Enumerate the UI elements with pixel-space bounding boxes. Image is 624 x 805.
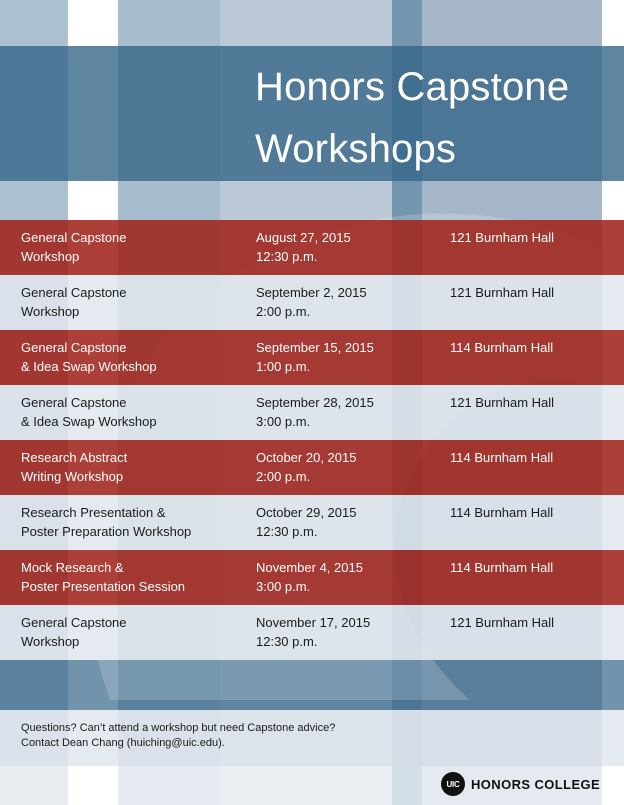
workshop-location <box>450 394 620 413</box>
workshop-datetime <box>256 229 436 266</box>
title-line: Honors Capstone <box>255 65 570 109</box>
workshop-time: 3:00 p.m. <box>256 578 311 594</box>
workshop-name <box>21 339 246 376</box>
workshop-name <box>21 394 246 431</box>
workshop-schedule <box>0 220 624 660</box>
workshop-location <box>450 614 620 633</box>
workshop-time: 2:00 p.m. <box>256 468 311 484</box>
table-row <box>0 495 624 550</box>
workshop-time: 12:30 p.m. <box>256 523 318 539</box>
page-title <box>255 56 569 180</box>
location-text: 121 Burnham Hall <box>450 615 555 630</box>
name-line: General Capstone <box>21 615 127 630</box>
workshop-date: October 20, 2015 <box>256 450 357 465</box>
name-line: Workshop <box>21 633 80 649</box>
workshop-datetime <box>256 559 436 596</box>
name-line: Mock Research & <box>21 560 124 575</box>
name-line: General Capstone <box>21 395 127 410</box>
contact-line: Contact Dean Chang (huiching@uic.edu). <box>21 737 225 749</box>
name-line: & Idea Swap Workshop <box>21 358 157 374</box>
workshop-time: 12:30 p.m. <box>256 248 318 264</box>
workshop-name <box>21 229 246 266</box>
contact-note <box>21 721 335 751</box>
workshop-datetime <box>256 614 436 651</box>
title-line: Workshops <box>255 127 457 171</box>
workshop-name <box>21 449 246 486</box>
name-line: Research Presentation & <box>21 505 166 520</box>
location-text: 114 Burnham Hall <box>450 340 554 355</box>
workshop-datetime <box>256 504 436 541</box>
name-line: Poster Presentation Session <box>21 578 186 594</box>
workshop-date: October 29, 2015 <box>256 505 357 520</box>
location-text: 114 Burnham Hall <box>450 450 554 465</box>
location-text: 121 Burnham Hall <box>450 285 555 300</box>
workshop-date: September 15, 2015 <box>256 340 374 355</box>
name-line: Writing Workshop <box>21 468 124 484</box>
location-text: 121 Burnham Hall <box>450 395 555 410</box>
workshop-datetime <box>256 284 436 321</box>
workshop-location <box>450 449 620 468</box>
location-text: 114 Burnham Hall <box>450 560 554 575</box>
logo-mark: UIC <box>446 779 460 789</box>
contact-line: Questions? Can’t attend a workshop but need Capstone advice? <box>21 722 336 734</box>
workshop-location <box>450 284 620 303</box>
logo-text: HONORS COLLEGE <box>471 776 601 792</box>
workshop-datetime <box>256 394 436 431</box>
workshop-name <box>21 504 246 541</box>
table-row <box>0 385 624 440</box>
workshop-time: 2:00 p.m. <box>256 303 311 319</box>
workshop-location <box>450 504 620 523</box>
honors-college-logo <box>441 771 600 797</box>
table-row <box>0 550 624 605</box>
workshop-date: November 17, 2015 <box>256 615 371 630</box>
uic-logo-icon <box>441 772 465 796</box>
workshop-name <box>21 614 246 651</box>
workshop-date: September 2, 2015 <box>256 285 367 300</box>
name-line: Research Abstract <box>21 450 128 465</box>
workshop-date: November 4, 2015 <box>256 560 363 575</box>
name-line: General Capstone <box>21 340 127 355</box>
workshop-name <box>21 284 246 321</box>
workshop-datetime <box>256 449 436 486</box>
workshop-location <box>450 229 620 248</box>
workshop-name <box>21 559 246 596</box>
table-row <box>0 605 624 660</box>
location-text: 114 Burnham Hall <box>450 505 554 520</box>
table-row <box>0 440 624 495</box>
workshop-location <box>450 559 620 578</box>
workshop-location <box>450 339 620 358</box>
name-line: General Capstone <box>21 230 127 245</box>
workshop-time: 12:30 p.m. <box>256 633 318 649</box>
name-line: Workshop <box>21 248 80 264</box>
location-text: 121 Burnham Hall <box>450 230 555 245</box>
table-row <box>0 220 624 275</box>
name-line: & Idea Swap Workshop <box>21 413 157 429</box>
workshop-datetime <box>256 339 436 376</box>
table-row <box>0 330 624 385</box>
workshop-time: 3:00 p.m. <box>256 413 311 429</box>
workshop-date: August 27, 2015 <box>256 230 351 245</box>
name-line: General Capstone <box>21 285 127 300</box>
workshop-date: September 28, 2015 <box>256 395 374 410</box>
workshop-time: 1:00 p.m. <box>256 358 311 374</box>
name-line: Poster Preparation Workshop <box>21 523 192 539</box>
name-line: Workshop <box>21 303 80 319</box>
table-row <box>0 275 624 330</box>
